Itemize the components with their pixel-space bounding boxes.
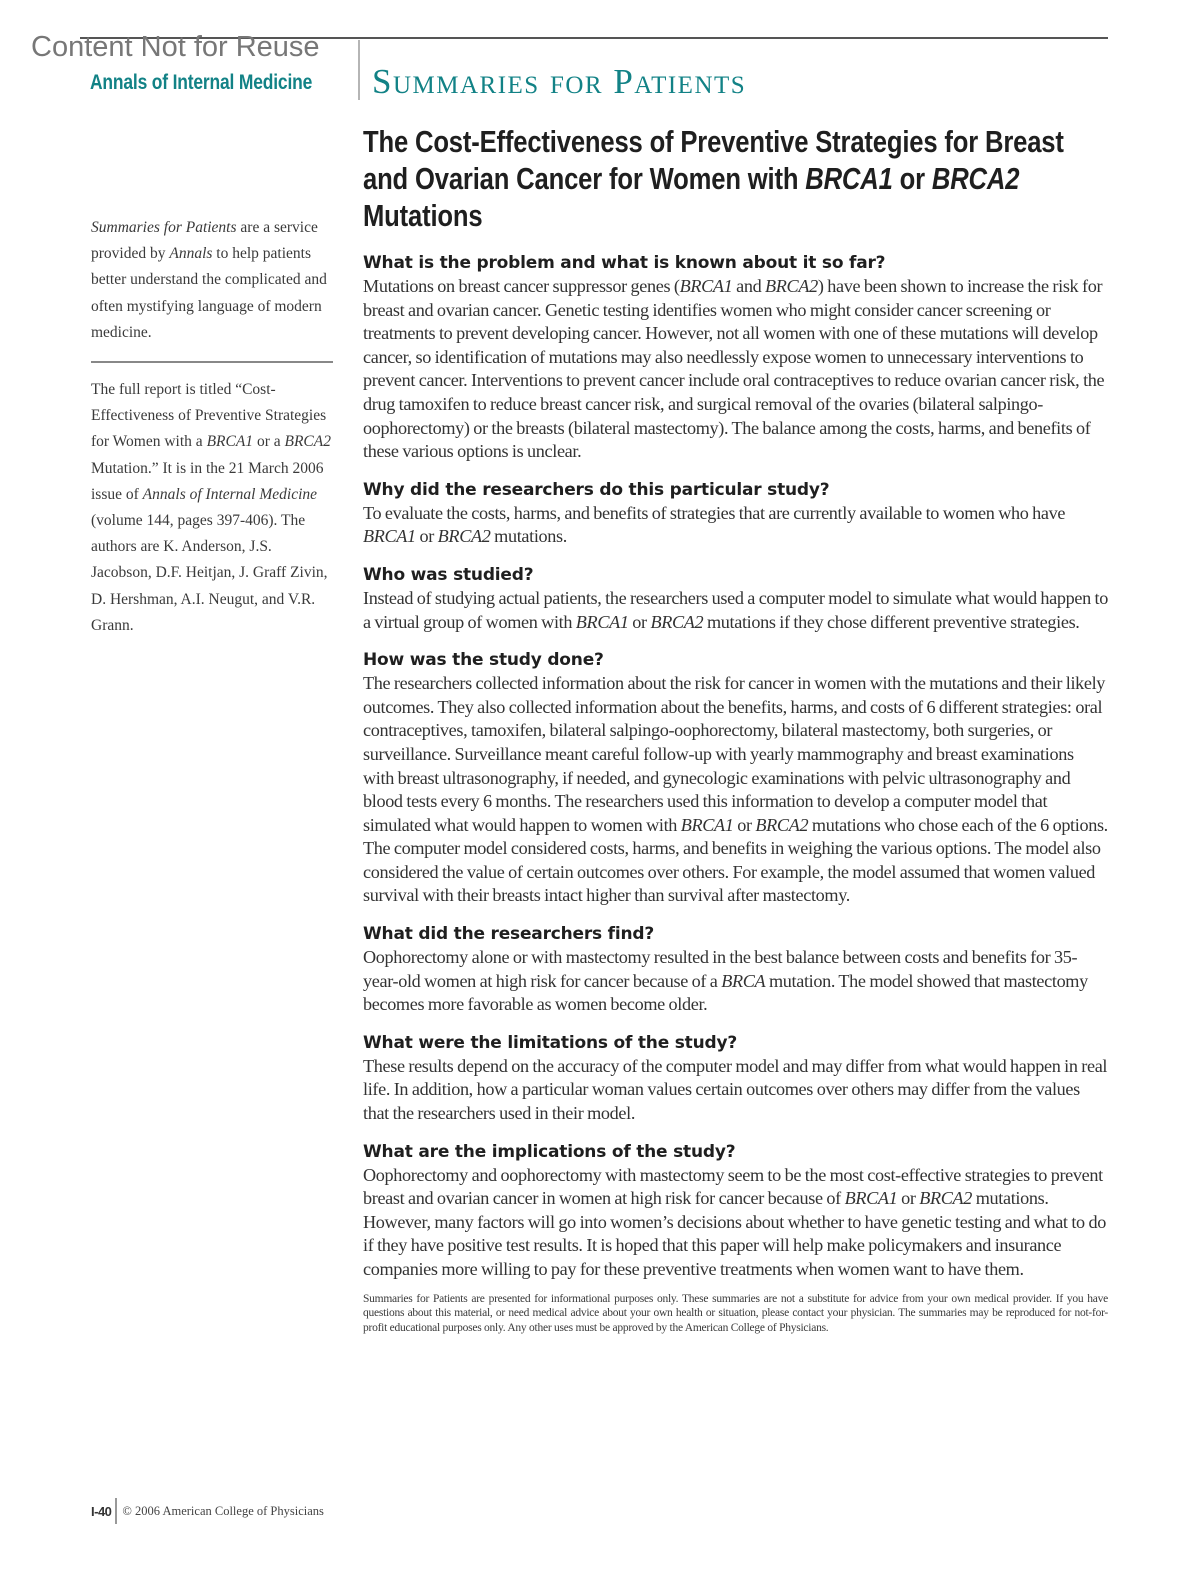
sidebar-intro: Summaries for Patients are a service provided by Annals to help patients better understand the complicated and often mystifying language of modern medicine. <box>91 219 327 341</box>
section-implications <box>363 1140 1108 1282</box>
disclaimer: Summaries for Patients are presented for informational purposes only. These summaries are not a substitute for advice from your own medical provider. If you have questions about this material, or need medical advice about your own health or situation, please contact your physician. The summaries may be reproduced for not-for-profit educational purposes only. Any other uses must be approved by the American College of Physicians. <box>363 1292 1108 1334</box>
section-text: Oophorectomy and oophorectomy with mastectomy seem to be the most cost-effective strategies to prevent breast and ovarian cancer in women at high risk for cancer because of BRCA1 or BRCA2 mutations. However, many factors will go into women’s decisions about whether to have genetic testing and what to do if they have positive test results. It is hoped that this paper will help make policymakers and insurance companies more willing to pay for these preventive treatments when women want to have them. <box>363 1164 1106 1279</box>
header-divider <box>358 40 360 100</box>
article-title: The Cost-Effectiveness of Preventive Strategies for Breast and Ovarian Cancer for Women with BRCA1 or BRCA2 Mutations <box>363 125 1064 233</box>
journal-name: Annals of Internal Medicine <box>90 71 313 94</box>
article-body <box>363 124 1108 1335</box>
page-number: I-40 <box>91 1503 112 1519</box>
section-limitations <box>363 1031 1108 1126</box>
section-text: These results depend on the accuracy of the computer model and may differ from what would happen in real life. In addition, how a particular woman values certain outcomes over others may differ from the values that the researchers used in their model. <box>363 1055 1108 1124</box>
sidebar-report-citation: The full report is titled “Cost-Effectiveness of Preventive Strategies for Women with a BRCA1 or a BRCA2 Mutation.” It is in the 21 March 2006 issue of Annals of Internal Medicine (volume 144, pages 397-406). The authors are K. Anderson, J.S. Jacobson, D.F. Heitjan, J. Graff Zivin, D. Hershman, A.I. Neugut, and V.R. Grann. <box>91 381 331 634</box>
footer-divider <box>115 1498 117 1524</box>
section-text: To evaluate the costs, harms, and benefits of strategies that are currently available to women who have BRCA1 or BRCA2 mutations. <box>363 502 1066 547</box>
section-heading: What are the implications of the study? <box>363 1141 736 1162</box>
section-findings <box>363 922 1108 1017</box>
section-text: Oophorectomy alone or with mastectomy resulted in the best balance between costs and benefits for 35-year-old women at high risk for cancer because of a BRCA mutation. The model showed that mastectomy becomes more favorable as women become older. <box>363 947 1088 1015</box>
section-text: The researchers collected information about the risk for cancer in women with the mutations and their likely outcomes. They also collected information about the benefits, harms, and costs of 6 different strategies: oral contraceptives, tamoxifen, bilateral salpingo-oophorectomy, bilateral mastectomy, both surgeries, or surveillance. Surveillance meant careful follow-up with yearly mammography and breast examinations with breast ultrasonography, if needed, and gynecologic examinations with pelvic ultrasonography and blood tests every 6 months. The researchers used this information to develop a computer model that simulated what would happen to women with BRCA1 or BRCA2 mutations who chose each of the 6 options. The computer model considered costs, harms, and benefits in weighing the various options. The model also considered the value of certain outcomes over others. For example, the model assumed that women valued survival with their breasts intact higher than survival after mastectomy. <box>363 673 1108 906</box>
section-heading: What did the researchers find? <box>363 924 655 945</box>
section-problem <box>363 251 1108 464</box>
copyright: © 2006 American College of Physicians <box>122 1503 324 1518</box>
section-heading: Why did the researchers do this particular study? <box>363 479 830 500</box>
section-who <box>363 563 1108 634</box>
section-heading: What is the problem and what is known about it so far? <box>363 253 886 273</box>
section-text: Instead of studying actual patients, the researchers used a computer model to simulate what would happen to a virtual group of women with BRCA1 or BRCA2 mutations if they chose different preventive strategies. <box>363 587 1108 632</box>
section-text: Mutations on breast cancer suppressor genes (BRCA1 and BRCA2) have been shown to increase the risk for breast and ovarian cancer. Genetic testing identifies women who might consider cancer screening or treatments to prevent developing cancer. However, not all women with one of these mutations will develop cancer, so identification of mutations may also needlessly expose women to unnecessary interventions to prevent cancer. Interventions to prevent cancer include oral contraceptives to reduce ovarian cancer risk, the drug tamoxifen to reduce breast cancer risk, and surgical removal of the ovaries (bilateral salpingo-oophorectomy) or the breasts (bilateral mastectomy). The balance among the costs, harms, and benefits of these various options is unclear. <box>363 276 1105 462</box>
section-why <box>363 478 1108 549</box>
watermark-text: Content Not for Reuse <box>31 31 320 63</box>
sidebar-divider <box>91 361 333 363</box>
sidebar-intro-lead: Summaries for Patients <box>91 219 237 236</box>
section-title: Summaries for Patients <box>372 62 747 101</box>
section-how <box>363 648 1108 908</box>
section-heading: What were the limitations of the study? <box>363 1032 738 1053</box>
section-heading: How was the study done? <box>363 650 604 671</box>
section-heading: Who was studied? <box>363 564 534 585</box>
page-footer <box>91 1498 324 1524</box>
